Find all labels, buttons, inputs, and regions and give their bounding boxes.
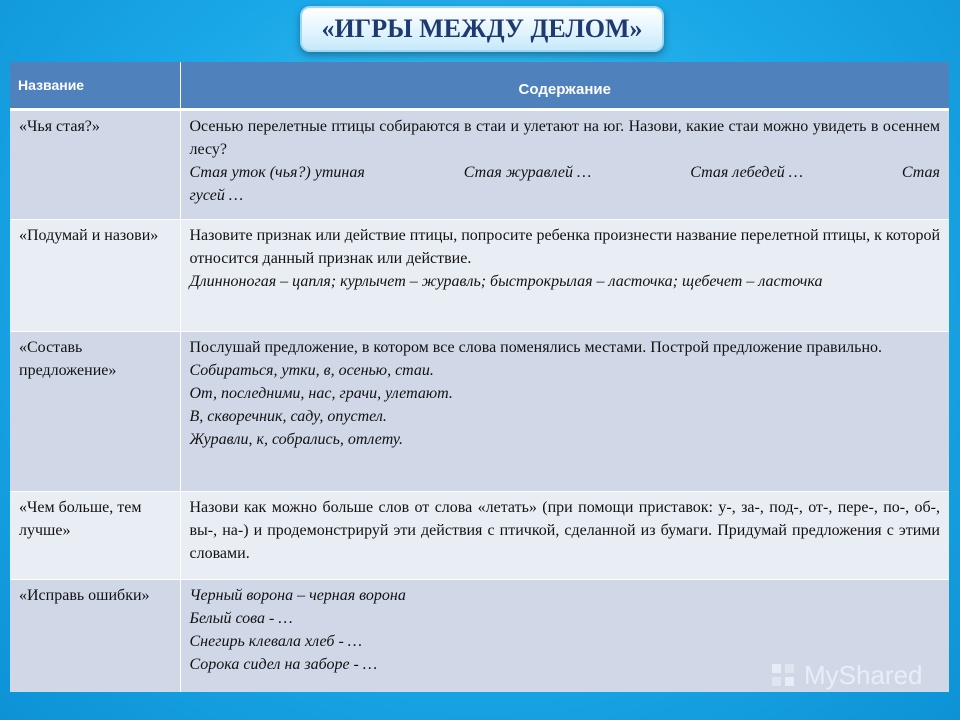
table-row bbox=[10, 220, 949, 332]
game-text: Назови как можно больше слов от слова «летать» (при помощи приставок: у-, за-, под-, от-, пере-, по-, об-, вы-, на-) и продемонстрируй эти действия с птичкой, сделанной из бумаги. Придумай предложения с этими словами. bbox=[189, 499, 940, 562]
game-name: «Подумай и назови» bbox=[10, 220, 180, 332]
example: Сорока сидел на заборе - … bbox=[189, 656, 378, 673]
game-name: «Составь предложение» bbox=[10, 332, 180, 492]
watermark-logo-icon bbox=[770, 662, 796, 688]
example: Белый сова - … bbox=[189, 610, 293, 627]
example: Длинноногая – цапля; курлычет – журавль; быстрокрылая – ласточка; щебечет – ласточка bbox=[189, 273, 823, 290]
example: Собираться, утки, в, осенью, стаи. bbox=[189, 362, 434, 379]
game-content bbox=[180, 332, 949, 492]
game-content bbox=[180, 110, 949, 220]
table-header-row bbox=[10, 62, 949, 110]
examples-row bbox=[190, 161, 941, 184]
header-name: Название bbox=[10, 62, 180, 110]
example: Стая bbox=[901, 164, 940, 181]
table-row bbox=[10, 110, 949, 220]
game-name: «Исправь ошибки» bbox=[10, 580, 180, 692]
example: Стая лебедей … bbox=[690, 164, 803, 181]
game-name: «Чем больше, тем лучше» bbox=[10, 492, 180, 580]
example: От, последними, нас, грачи, улетают. bbox=[189, 385, 453, 402]
game-content bbox=[180, 492, 949, 580]
game-content bbox=[180, 220, 949, 332]
game-text: Послушай предложение, в котором все слова поменялись местами. Построй предложение правильно. bbox=[189, 339, 883, 356]
table-row bbox=[10, 332, 949, 492]
table-row bbox=[10, 492, 949, 580]
game-text: Назовите признак или действие птицы, попросите ребенка произнести название перелетной птицы, к которой относится данный признак или действие. bbox=[189, 227, 940, 267]
example: В, скворечник, саду, опустел. bbox=[189, 408, 387, 425]
example: Стая уток (чья?) утиная bbox=[189, 164, 365, 181]
example: гусей … bbox=[189, 187, 244, 204]
example: Журавли, к, собрались, отлету. bbox=[189, 431, 403, 448]
slide-title: «ИГРЫ МЕЖДУ ДЕЛОМ» bbox=[300, 6, 664, 52]
example: Снегирь клевала хлеб - … bbox=[189, 633, 362, 650]
header-content: Содержание bbox=[180, 62, 949, 110]
watermark-text: MyShared bbox=[804, 659, 923, 690]
watermark bbox=[770, 655, 940, 695]
example: Стая журавлей … bbox=[463, 164, 592, 181]
example: Черный ворона – черная ворона bbox=[189, 587, 406, 604]
game-text: Осенью перелетные птицы собираются в стаи и улетают на юг. Назови, какие стаи можно увидеть в осеннем лесу? bbox=[189, 118, 940, 158]
games-table bbox=[10, 62, 949, 692]
game-name: «Чья стая?» bbox=[10, 110, 180, 220]
